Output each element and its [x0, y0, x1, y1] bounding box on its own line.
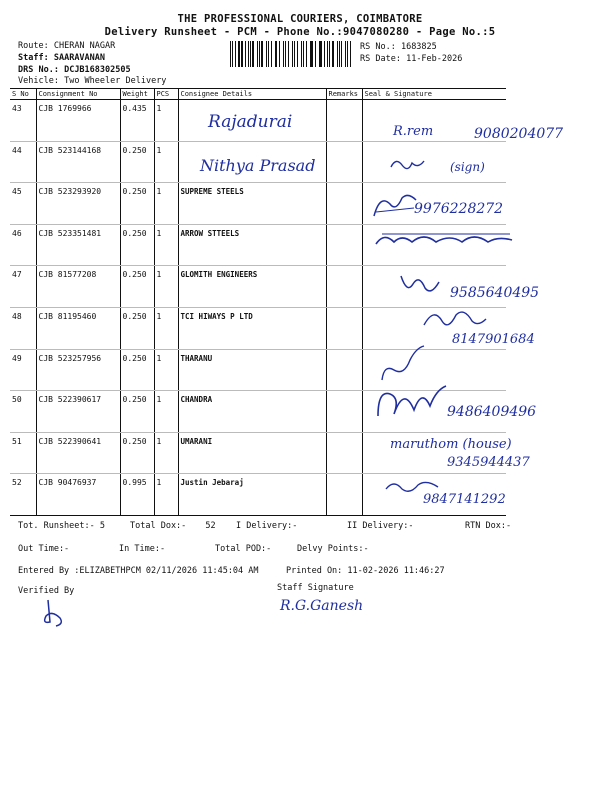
delvy-points: Delvy Points:- — [297, 544, 369, 554]
handwritten-phone-47: 9585640495 — [450, 285, 540, 301]
row-consignment: CJB 522390617 — [36, 391, 120, 433]
row-consignment: CJB 523257956 — [36, 349, 120, 391]
row-remarks — [326, 266, 362, 308]
row-pcs: 1 — [154, 224, 178, 266]
handwritten-phone-50: 9486409496 — [447, 404, 537, 420]
row-pcs: 1 — [154, 266, 178, 308]
row-consignment: CJB 523351481 — [36, 224, 120, 266]
runsheet-title: Delivery Runsheet - PCM - Phone No.:9047080280 - Page No.:5 — [104, 26, 496, 38]
ii-delivery: II Delivery:- — [347, 521, 414, 531]
row-pcs: 1 — [154, 307, 178, 349]
signature-45 — [370, 190, 420, 224]
staff-signature-hand: R.G.Ganesh — [280, 598, 364, 614]
signature-47 — [397, 270, 443, 298]
handwritten-phone-52: 9847141292 — [423, 492, 506, 507]
row-consignment: CJB 90476937 — [36, 474, 120, 516]
total-pod: Total POD:- — [215, 544, 272, 554]
row-weight: 0.250 — [120, 349, 154, 391]
row-weight: 0.250 — [120, 183, 154, 225]
handwritten-phone-51: 9345944437 — [447, 455, 530, 470]
staff-line: Staff: SAARAVANAN — [18, 53, 106, 63]
row-consignee: TCI HIWAYS P LTD — [178, 307, 326, 349]
company-title: THE PROFESSIONAL COURIERS, COIMBATORE — [177, 13, 423, 25]
col-seal: Seal & Signature — [362, 89, 506, 100]
row-consignee: SUPREME STEELS — [178, 183, 326, 225]
rs-date-line: RS Date: 11-Feb-2026 — [360, 54, 463, 64]
signature-48 — [420, 305, 490, 333]
tot-runsheet: Tot. Runsheet:- 5 — [18, 521, 105, 531]
col-consignee: Consignee Details — [178, 89, 326, 100]
col-sno: S No — [10, 89, 36, 100]
row-sno: 48 — [10, 307, 36, 349]
signature-46 — [372, 228, 517, 252]
handwritten-phone-45: 9976228272 — [414, 201, 504, 217]
row-consignment: CJB 522390641 — [36, 432, 120, 474]
handwritten-note-51: maruthom (house) — [390, 437, 512, 452]
row-weight: 0.250 — [120, 432, 154, 474]
row-consignment: CJB 523144168 — [36, 141, 120, 183]
row-remarks — [326, 432, 362, 474]
col-weight: Weight — [120, 89, 154, 100]
handwritten-consignee-44: Nithya Prasad — [200, 156, 316, 175]
table-header-row — [10, 89, 506, 100]
barcode — [230, 41, 354, 67]
row-weight: 0.250 — [120, 307, 154, 349]
row-sno: 44 — [10, 141, 36, 183]
out-time: Out Time:- — [18, 544, 70, 554]
handwritten-note-43: R.rem — [393, 124, 434, 139]
row-weight: 0.250 — [120, 224, 154, 266]
total-dox: Total Dox:- 52 — [130, 521, 216, 531]
row-sno: 51 — [10, 432, 36, 474]
verified-by-label: Verified By — [18, 586, 75, 596]
row-consignee: ARROW STTEELS — [178, 224, 326, 266]
drs-line: DRS No.: DCJB168302505 — [18, 65, 131, 75]
printed-on: Printed On: 11-02-2026 11:46:27 — [286, 566, 445, 576]
vehicle-line: Vehicle: Two Wheeler Delivery — [18, 76, 167, 86]
col-consignment: Consignment No — [36, 89, 120, 100]
row-sno: 49 — [10, 349, 36, 391]
row-consignee: CHANDRA — [178, 391, 326, 433]
row-pcs: 1 — [154, 183, 178, 225]
signature-50 — [372, 380, 452, 426]
row-sno: 47 — [10, 266, 36, 308]
row-consignment: CJB 81577208 — [36, 266, 120, 308]
row-remarks — [326, 224, 362, 266]
row-sno: 45 — [10, 183, 36, 225]
row-weight: 0.250 — [120, 141, 154, 183]
row-remarks — [326, 349, 362, 391]
handwritten-phone-43: 9080204077 — [474, 126, 564, 142]
col-remarks: Remarks — [326, 89, 362, 100]
row-remarks — [326, 100, 362, 142]
staff-signature-label: Staff Signature — [277, 583, 354, 593]
row-remarks — [326, 474, 362, 516]
signature-44 — [388, 155, 428, 175]
row-sno: 52 — [10, 474, 36, 516]
handwritten-phone-48: 8147901684 — [452, 332, 535, 347]
row-consignee: Justin Jebaraj — [178, 474, 326, 516]
row-remarks — [326, 141, 362, 183]
row-pcs: 1 — [154, 391, 178, 433]
row-consignee: GLOMITH ENGINEERS — [178, 266, 326, 308]
handwritten-consignee-43: Rajadurai — [208, 112, 293, 132]
row-consignment: CJB 81195460 — [36, 307, 120, 349]
row-weight: 0.250 — [120, 391, 154, 433]
row-remarks — [326, 391, 362, 433]
row-consignment: CJB 523293920 — [36, 183, 120, 225]
row-consignment: CJB 1769966 — [36, 100, 120, 142]
in-time: In Time:- — [119, 544, 166, 554]
row-weight: 0.995 — [120, 474, 154, 516]
row-sno: 43 — [10, 100, 36, 142]
row-pcs: 1 — [154, 141, 178, 183]
handwritten-note-44: (sign) — [450, 160, 485, 174]
row-sno: 50 — [10, 391, 36, 433]
row-pcs: 1 — [154, 349, 178, 391]
row-consignee: UMARANI — [178, 432, 326, 474]
row-weight: 0.435 — [120, 100, 154, 142]
entered-by: Entered By :ELIZABETHPCM 02/11/2026 11:45:04 AM — [18, 566, 259, 576]
rtn-dox: RTN Dox:- — [465, 521, 512, 531]
row-remarks — [326, 183, 362, 225]
col-pcs: PCS — [154, 89, 178, 100]
row-remarks — [326, 307, 362, 349]
row-pcs: 1 — [154, 474, 178, 516]
verified-signature — [38, 598, 68, 628]
route-line: Route: CHERAN NAGAR — [18, 41, 116, 51]
row-pcs: 1 — [154, 100, 178, 142]
row-weight: 0.250 — [120, 266, 154, 308]
rs-no-line: RS No.: 1683825 — [360, 42, 437, 52]
row-consignee: THARANU — [178, 349, 326, 391]
row-sno: 46 — [10, 224, 36, 266]
row-pcs: 1 — [154, 432, 178, 474]
i-delivery: I Delivery:- — [236, 521, 298, 531]
